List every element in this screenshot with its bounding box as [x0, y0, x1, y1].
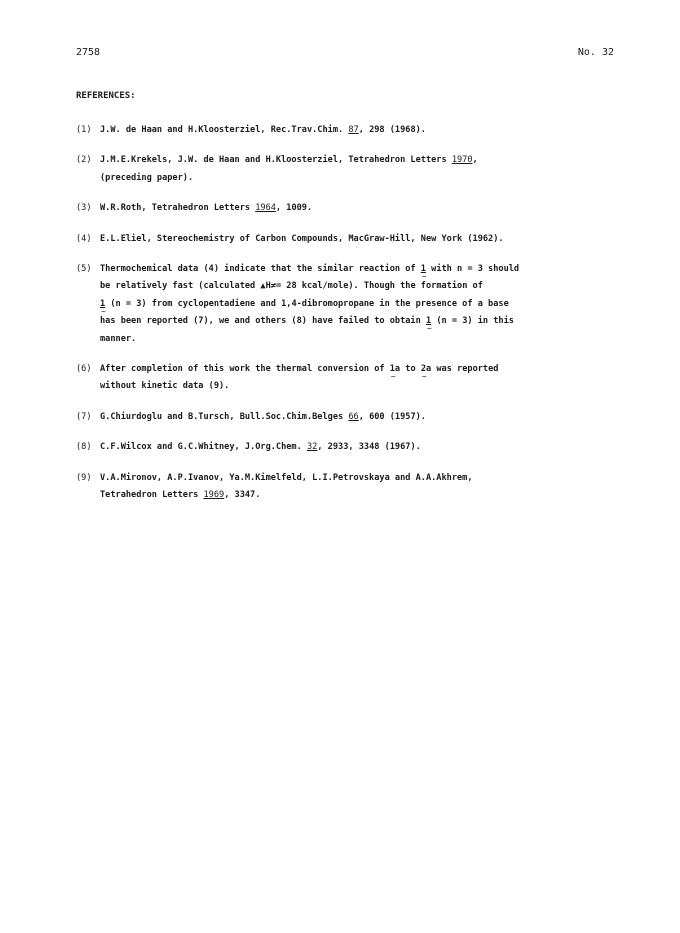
reference-item: [76, 470, 636, 505]
reference-line: C.F.Wilcox and G.C.Whitney, J.Org.Chem. 32, 2933, 3348 (1967).: [100, 442, 421, 453]
reference-text: [100, 439, 636, 456]
reference-item: [76, 152, 636, 187]
compound-number: 1 ~: [100, 296, 105, 313]
reference-text: [100, 231, 636, 248]
reference-line: without kinetic data (9).: [100, 381, 230, 392]
reference-text: [100, 261, 636, 348]
reference-text: [100, 361, 636, 396]
not-equal-symbol: ≠: [270, 281, 276, 292]
reference-text: [100, 470, 636, 505]
reference-text: [100, 152, 636, 187]
reference-item: [76, 361, 636, 396]
reference-line: 1 ~ (n = 3) from cyclopentadiene and 1,4-dibromopropane in the presence of a base: [100, 296, 636, 313]
reference-number: (8): [76, 442, 92, 453]
reference-item: [76, 122, 636, 139]
reference-item: [76, 439, 636, 456]
compound-number: 1 ~: [421, 261, 426, 278]
reference-number: (7): [76, 411, 92, 422]
reference-text: [100, 200, 636, 217]
compound-number: 1a ~: [390, 361, 400, 378]
reference-number: (4): [76, 233, 92, 244]
year: 1964: [255, 203, 276, 214]
reference-text: [100, 122, 636, 139]
reference-number: (6): [76, 364, 92, 375]
volume-number: 87: [348, 125, 359, 135]
reference-line: be relatively fast (calculated ▲H≠= 28 kcal/mole). Though the formation of: [100, 281, 483, 292]
reference-list: [76, 122, 636, 518]
reference-number: (1): [76, 125, 92, 135]
compound-number: 1 ~: [426, 313, 431, 330]
reference-number: (9): [76, 472, 92, 483]
volume-number: 32: [306, 442, 318, 453]
compound-number: 2a ~: [421, 361, 431, 378]
reference-line: (preceding paper).: [100, 172, 194, 183]
reference-line: manner.: [100, 333, 137, 344]
reference-text: [100, 409, 636, 426]
reference-line: E.L.Eliel, Stereochemistry of Carbon Compounds, MacGraw-Hill, New York (1962).: [100, 233, 504, 244]
reference-line: After completion of this work the thermal conversion of 1a ~ to 2a ~ was reported: [100, 361, 636, 378]
reference-number: (3): [76, 203, 92, 214]
reference-line: J.M.E.Krekels, J.W. de Haan and H.Kloosterziel, Tetrahedron Letters 1970,: [100, 155, 478, 166]
reference-line: G.Chiurdoglu and B.Tursch, Bull.Soc.Chim.Belges 66, 600 (1957).: [100, 411, 426, 422]
reference-line: Thermochemical data (4) indicate that the similar reaction of 1 ~ with n = 3 should: [100, 261, 636, 278]
reference-item: [76, 261, 636, 348]
year: 1970: [451, 155, 473, 166]
year: 1969: [203, 490, 225, 501]
reference-line: Tetrahedron Letters 1969, 3347.: [100, 490, 261, 501]
reference-item: [76, 231, 636, 248]
reference-number: (2): [76, 155, 92, 166]
reference-item: [76, 409, 636, 426]
reference-number: (5): [76, 264, 92, 275]
issue-number: No. 32: [577, 47, 614, 58]
reference-item: [76, 200, 636, 217]
reference-line: has been reported (7), we and others (8) have failed to obtain 1 ~ (n = 3) in this: [100, 313, 636, 330]
reference-line: W.R.Roth, Tetrahedron Letters 1964, 1009.: [100, 203, 313, 214]
references-heading: REFERENCES:: [76, 91, 136, 101]
reference-line: V.A.Mironov, A.P.Ivanov, Ya.M.Kimelfeld, L.I.Petrovskaya and A.A.Akhrem,: [100, 472, 473, 483]
volume-number: 66: [348, 411, 359, 422]
page-number: 2758: [76, 47, 101, 58]
reference-line: J.W. de Haan and H.Kloosterziel, Rec.Trav.Chim. 87, 298 (1968).: [100, 125, 426, 135]
